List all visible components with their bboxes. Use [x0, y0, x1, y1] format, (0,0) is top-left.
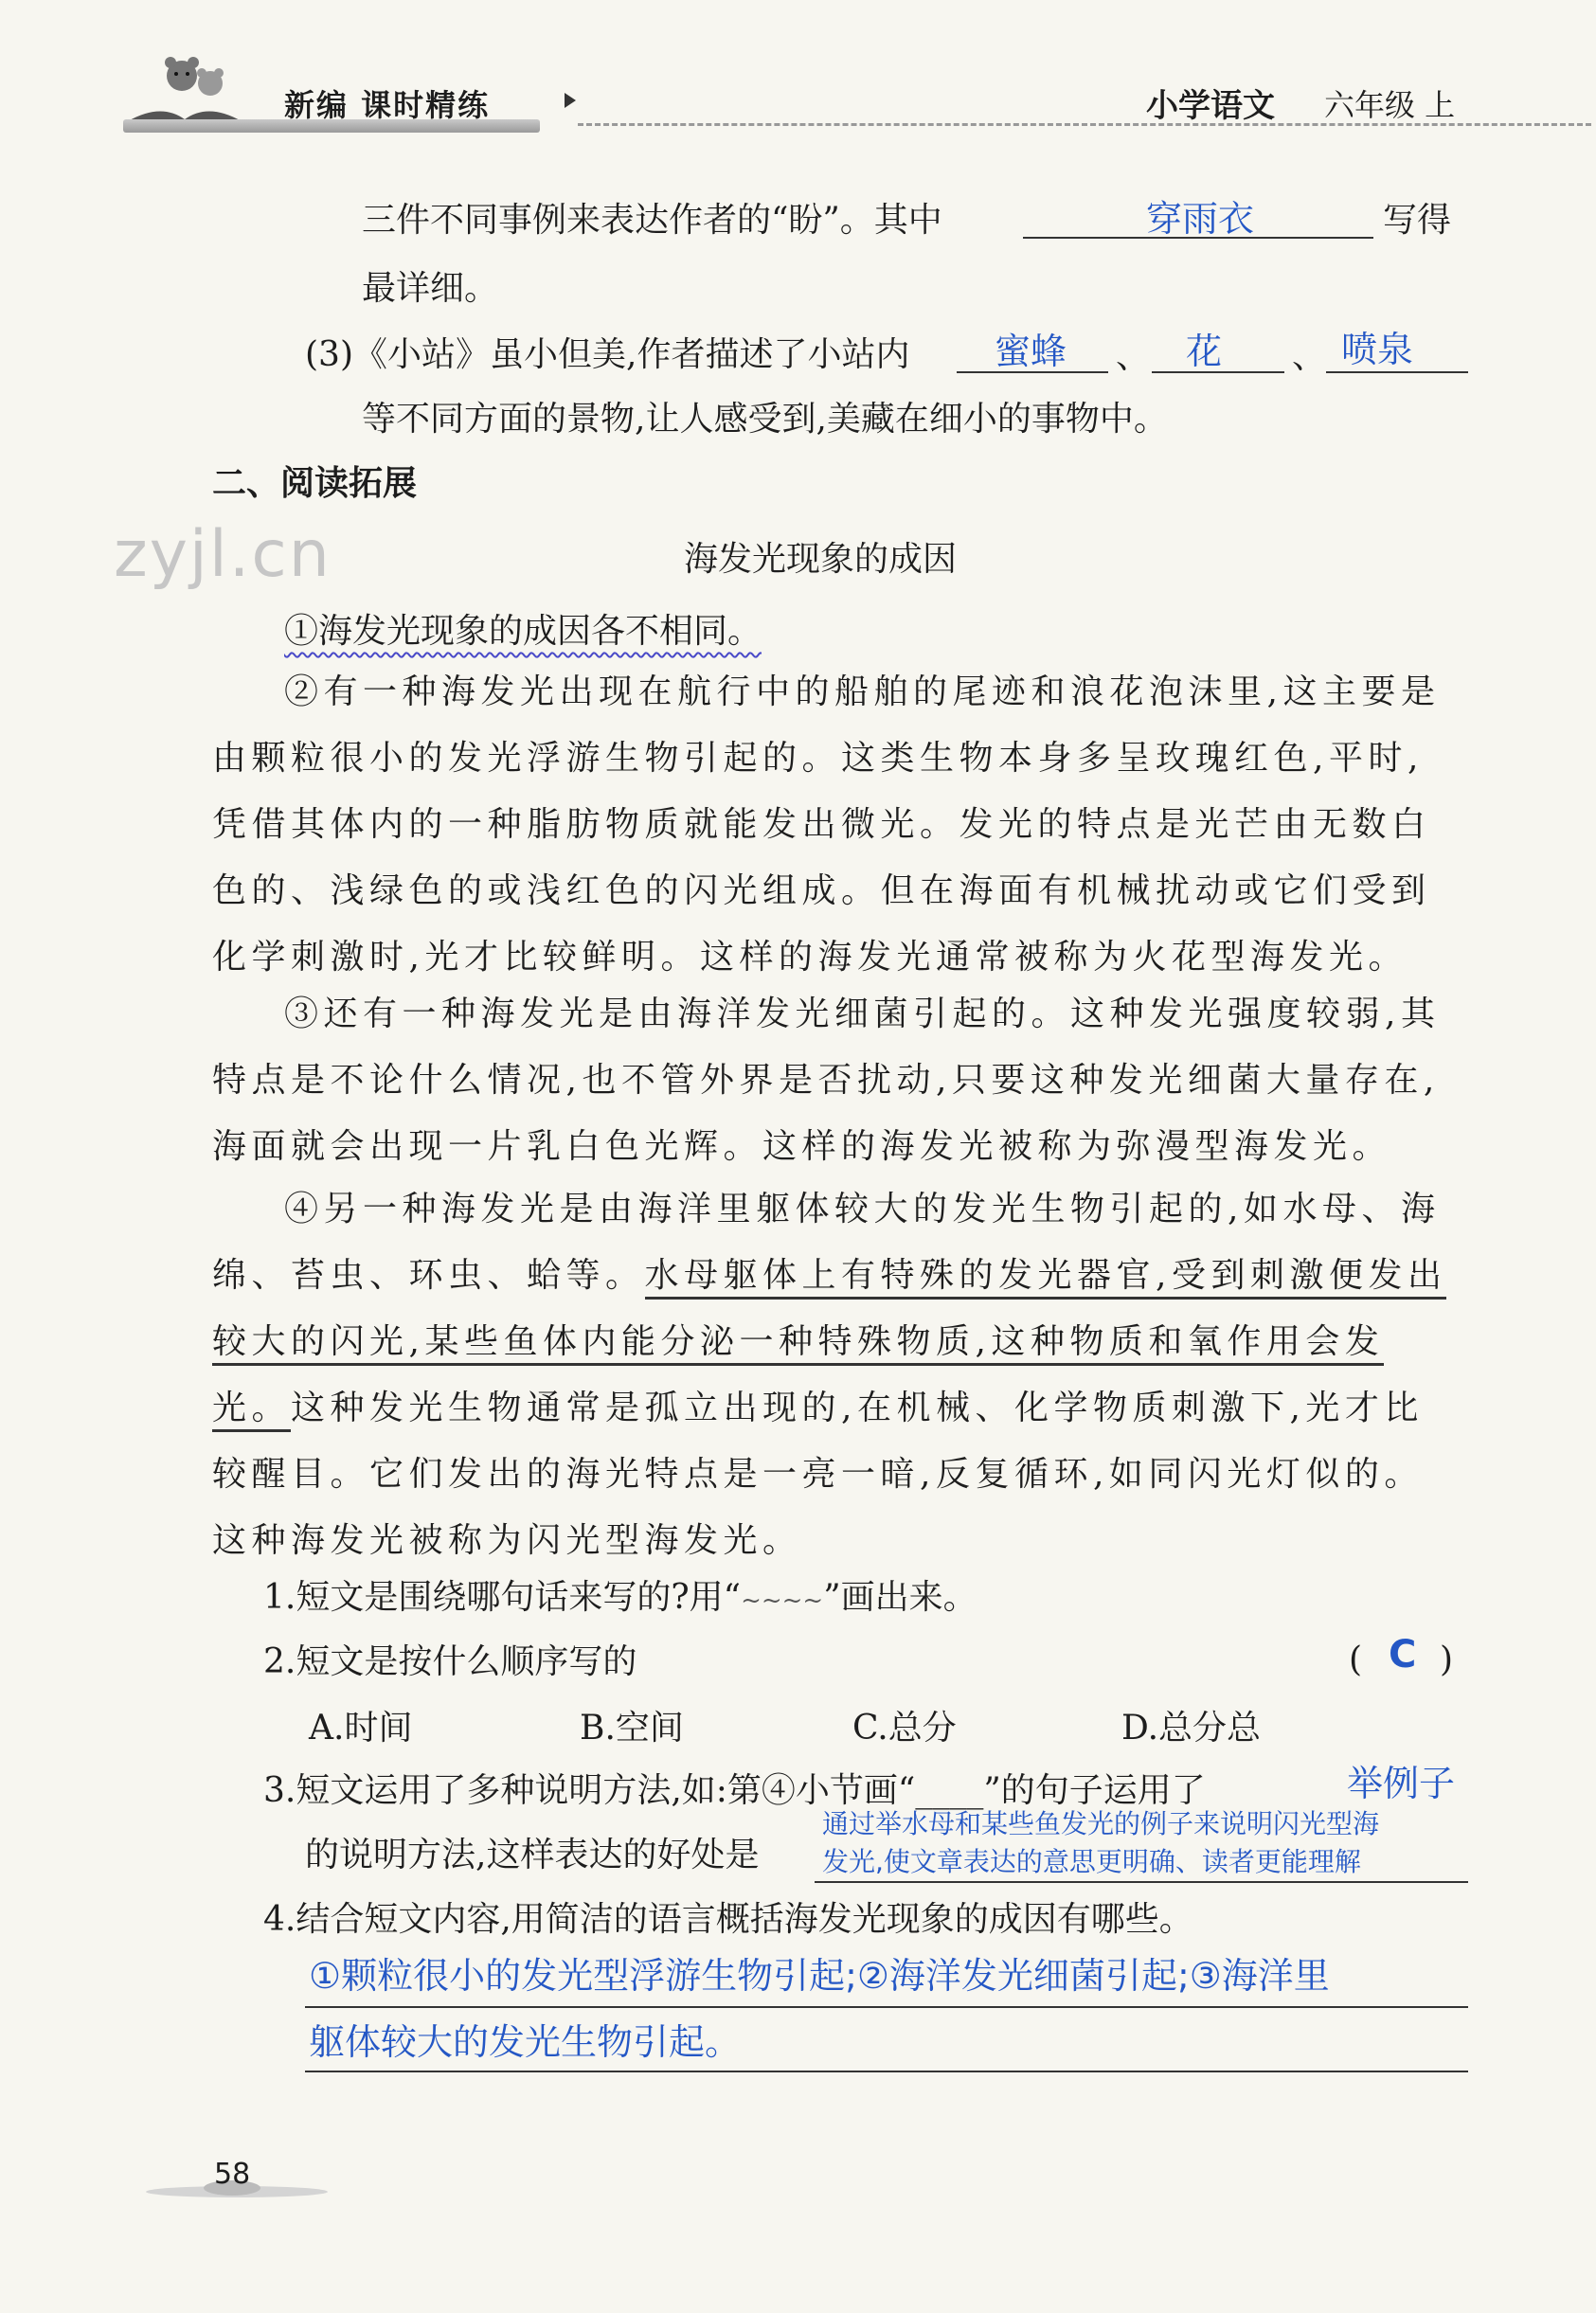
watermark: zyjl.cn — [114, 517, 332, 592]
paragraph-1 — [284, 608, 762, 655]
q3-prefix: (3)《小站》虽小但美,作者描述了小站内 — [305, 335, 910, 374]
handwritten-summary-line2: 躯体较大的发光生物引起。 — [309, 2021, 742, 2063]
q3-text-2: ”的句子运用了 — [983, 1771, 1206, 1810]
handwritten-answer: 穿雨衣 — [1146, 198, 1255, 240]
bracket-close: ) — [1440, 1641, 1454, 1679]
answer-line-2 — [305, 2071, 1468, 2072]
wavy-underline-sentence: ①海发光现象的成因各不相同。 — [284, 612, 762, 651]
handwritten-answer-1: 蜜蜂 — [995, 331, 1067, 372]
paragraph-3: ③还有一种海发光是由海洋发光细菌引起的。这种发光强度较弱,其特点是不论什么情况,也不管外界是否扰动,只要这种发光细菌大量存在,海面就会出现一片乳白色光辉。这样的海发光被称为弥漫型海发光。 — [212, 995, 1441, 1166]
handwritten-answer-3: 喷泉 — [1341, 329, 1414, 370]
separator: 、 — [1292, 337, 1327, 376]
bracket-open: ( — [1349, 1641, 1363, 1679]
question-4: 4.结合短文内容,用简洁的语言概括海发光现象的成因有哪些。 — [263, 1900, 1193, 1939]
question-2: 2.短文是按什么顺序写的 — [263, 1642, 637, 1681]
handwritten-benefit-line2: 发光,使文章表达的意思更明确、读者更能理解 — [822, 1846, 1361, 1877]
answer-line — [815, 1881, 1468, 1883]
paragraph-4-intro: ④另一种海发光是由海洋里躯体较大的发光生物引起的,如水母、海绵、苔虫、环虫、蛤等。 — [212, 1190, 1441, 1295]
handwritten-method: 举例子 — [1347, 1763, 1456, 1804]
handwritten-benefit-line1: 通过举水母和某些鱼发光的例子来说明闪光型海 — [822, 1808, 1380, 1839]
separator: 、 — [1116, 337, 1151, 376]
handwritten-choice: C — [1389, 1633, 1417, 1676]
q3-line2: 等不同方面的景物,让人感受到,美藏在细小的事物中。 — [362, 400, 1168, 439]
subject-label: 小学语文 — [1146, 87, 1275, 125]
series-title: 新编 课时精练 — [284, 87, 491, 123]
q-prev-line1-prefix: 三件不同事例来表达作者的“盼”。其中 — [362, 201, 942, 240]
section-heading: 二、阅读拓展 — [212, 464, 418, 503]
handwritten-summary-line1: ①颗粒很小的发光型浮游生物引起;②海洋发光细菌引起;③海洋里 — [309, 1955, 1330, 1997]
paragraph-2: ②有一种海发光出现在航行中的船舶的尾迹和浪花泡沫里,这主要是由颗粒很小的发光浮游生物引起的。这类生物本身多呈玫瑰红色,平时,凭借其体内的一种脂肪物质就能发出微光。发光的特点是光芒由无数白色的、浅绿色的或浅红色的闪光组成。但在海面有机械扰动或它们受到化学刺激时,光才比较鲜明。这样的海发光通常被称为火花型海发光。 — [212, 672, 1441, 977]
passage-title: 海发光现象的成因 — [684, 540, 958, 579]
answer-line-1 — [305, 2006, 1468, 2008]
question-1 — [263, 1574, 977, 1624]
q-prev-line1-suffix: 写得 — [1383, 201, 1452, 240]
page-number: 58 — [214, 2158, 251, 2191]
underlined-example-sentence: 水母躯体上有特殊的发光器官,受到刺激便发出较大的闪光,某些鱼体内能分泌一种特殊物质,这种物质和氧作用会发光。 — [212, 1256, 1446, 1432]
underline-mark: ____ — [915, 1771, 984, 1810]
q-prev-line2: 最详细。 — [362, 269, 499, 308]
grade-label: 六年级 上 — [1324, 87, 1456, 123]
option-a: A.时间 — [309, 1709, 413, 1748]
paragraph-4 — [212, 1176, 1462, 1574]
option-b: B.空间 — [580, 1709, 684, 1748]
paragraph-4-rest: 这种发光生物通常是孤立出现的,在机械、化学物质刺激下,光才比较醒目。它们发出的海光特点是一亮一暗,反复循环,如同闪光灯似的。这种海发光被称为闪光型海发光。 — [212, 1389, 1424, 1560]
q3-text: 3.短文运用了多种说明方法,如:第④小节画“ — [263, 1771, 916, 1810]
option-d: D.总分总 — [1121, 1709, 1262, 1748]
handwritten-answer-2: 花 — [1186, 331, 1223, 372]
option-c: C.总分 — [852, 1709, 957, 1748]
question-3-line2: 的说明方法,这样表达的好处是 — [305, 1836, 760, 1874]
triangle-icon — [565, 93, 576, 108]
q1-text: 1.短文是围绕哪句话来写的?用“ — [263, 1578, 742, 1617]
q1-text-end: ”画出来。 — [823, 1578, 977, 1617]
wavy-mark: ~~~~ — [741, 1587, 824, 1615]
